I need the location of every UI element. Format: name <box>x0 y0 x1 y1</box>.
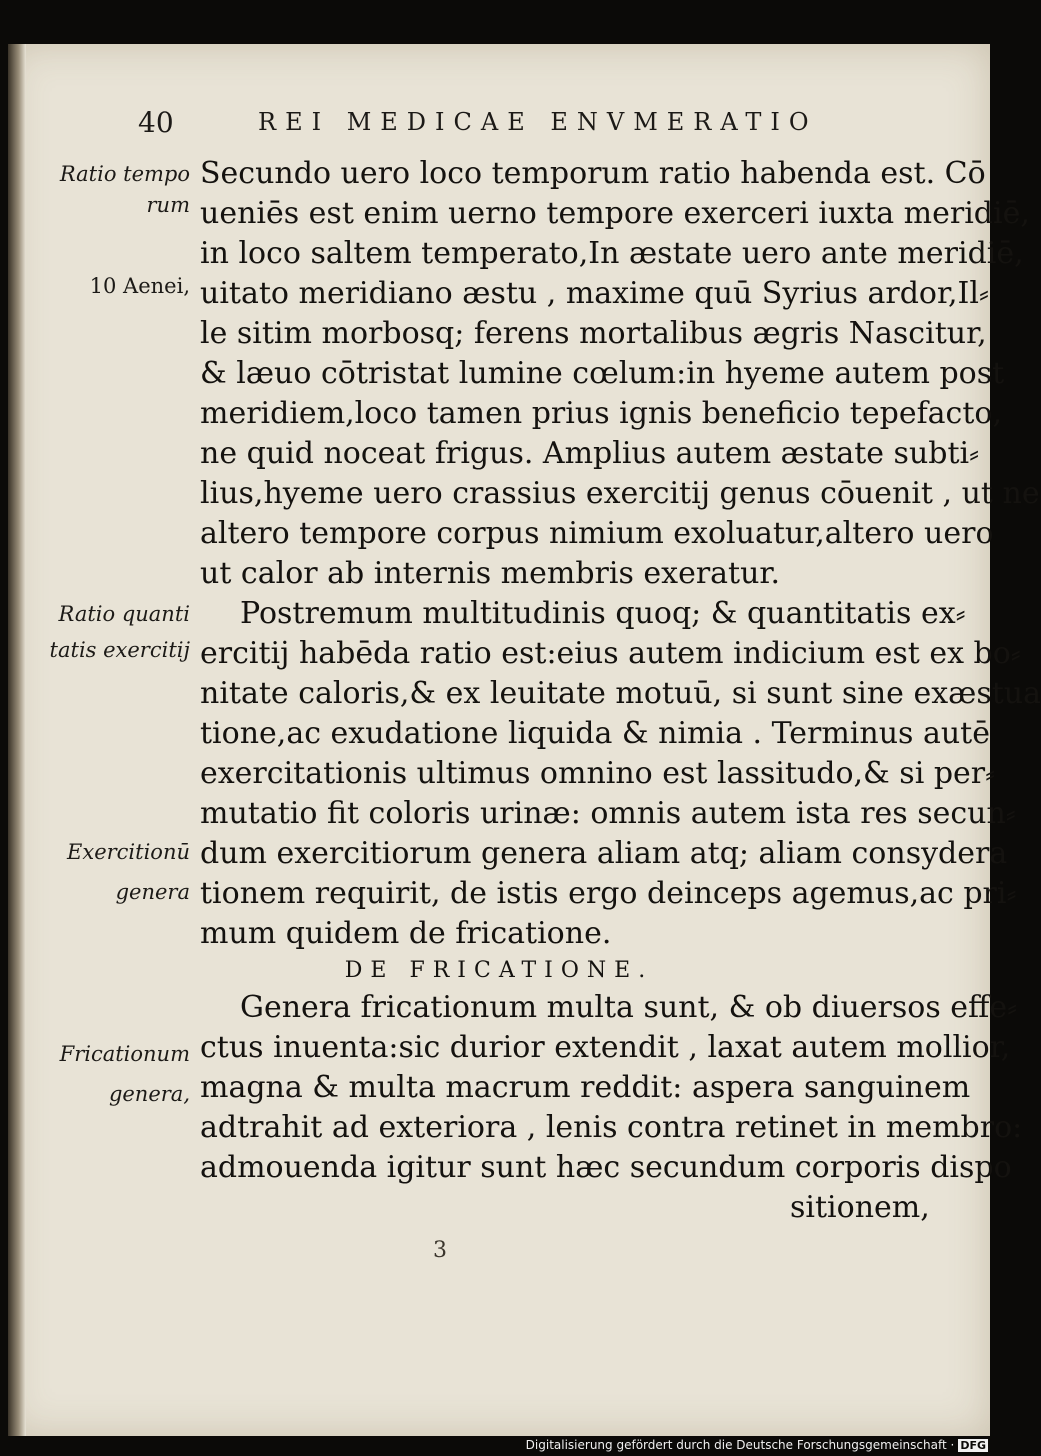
text-line: tionem requirit, de istis ergo deinceps agemus,ac pri⸗ <box>200 876 1017 911</box>
running-title: REI MEDICAE ENVMERATIO <box>258 108 818 136</box>
page-header <box>138 106 938 146</box>
text-line: mutatio fit coloris urinæ: omnis autem ista res secun⸗ <box>200 796 1016 831</box>
text-line: ctus inuenta:sic durior extendit , laxat autem mollior, <box>200 1030 1011 1065</box>
text-line: altero tempore corpus nimium exoluatur,altero uero <box>200 516 994 551</box>
margin-note: Ratio quanti <box>58 602 190 626</box>
signature-mark: 3 <box>433 1238 447 1263</box>
text-line: meridiem,loco tamen prius ignis beneficio tepefacto, <box>200 396 1003 431</box>
text-line: in loco saltem temperato,In æstate uero ante meridiē, <box>200 236 1024 271</box>
digitization-credit <box>526 1438 988 1452</box>
text-line: Genera fricationum multa sunt, & ob diuersos effe⸗ <box>240 990 1018 1025</box>
margin-notes <box>8 44 190 1436</box>
section-heading: DE FRICATIONE. <box>344 958 654 983</box>
text-line: dum exercitiorum genera aliam atq; aliam consydera <box>200 836 1008 871</box>
text-line: mum quidem de fricatione. <box>200 916 612 951</box>
margin-note: 10 Aenei, <box>89 274 190 298</box>
margin-note: rum <box>146 193 190 217</box>
book-page <box>8 44 1041 1436</box>
text-line: magna & multa macrum reddit: aspera sanguinem <box>200 1070 971 1105</box>
text-line: ueniēs est enim uerno tempore exerceri iuxta meridiē, <box>200 196 1030 231</box>
dfg-logo: DFG <box>960 1439 986 1452</box>
text-line: tione,ac exudatione liquida & nimia . Terminus autē <box>200 716 990 751</box>
margin-note: Ratio tempo <box>59 162 190 186</box>
text-line: sitionem, <box>790 1190 930 1225</box>
text-line: lius,hyeme uero crassius exercitij genus cōuenit , ut ne <box>200 476 1040 511</box>
text-line: ne quid noceat frigus. Amplius autem æstate subti⸗ <box>200 436 980 471</box>
text-line: ut calor ab internis membris exeratur. <box>200 556 781 591</box>
text-line: exercitationis ultimus omnino est lassitudo,& si per⸗ <box>200 756 996 791</box>
margin-note: genera, <box>108 1082 190 1106</box>
text-line: Secundo uero loco temporum ratio habenda est. Cō <box>200 156 986 191</box>
margin-note: tatis exercitij <box>49 638 190 662</box>
margin-note: Fricationum <box>59 1042 190 1066</box>
text-line: adtrahit ad exteriora , lenis contra retinet in membro: <box>200 1110 1023 1145</box>
text-line: ercitij habēda ratio est:eius autem indicium est ex bo⸗ <box>200 636 1021 671</box>
page-number: 40 <box>138 106 174 139</box>
text-line: uitato meridiano æstu , maxime quū Syrius ardor,Il⸗ <box>200 276 989 311</box>
margin-note: genera <box>115 880 190 904</box>
text-line: Postremum multitudinis quoq; & quantitatis ex⸗ <box>240 596 966 631</box>
text-line: & læuo cōtristat lumine cœlum:in hyeme autem post <box>200 356 1005 391</box>
text-line: admouenda igitur sunt hæc secundum corporis dispo <box>200 1150 1012 1185</box>
margin-note: Exercitionū <box>67 840 190 864</box>
text-line: nitate caloris,& ex leuitate motuū, si sunt sine exæstua <box>200 676 1041 711</box>
credit-text: Digitalisierung gefördert durch die Deutsche Forschungsgemeinschaft · <box>525 1438 955 1452</box>
text-line: le sitim morbosq; ferens mortalibus ægris Nascitur, <box>200 316 987 351</box>
